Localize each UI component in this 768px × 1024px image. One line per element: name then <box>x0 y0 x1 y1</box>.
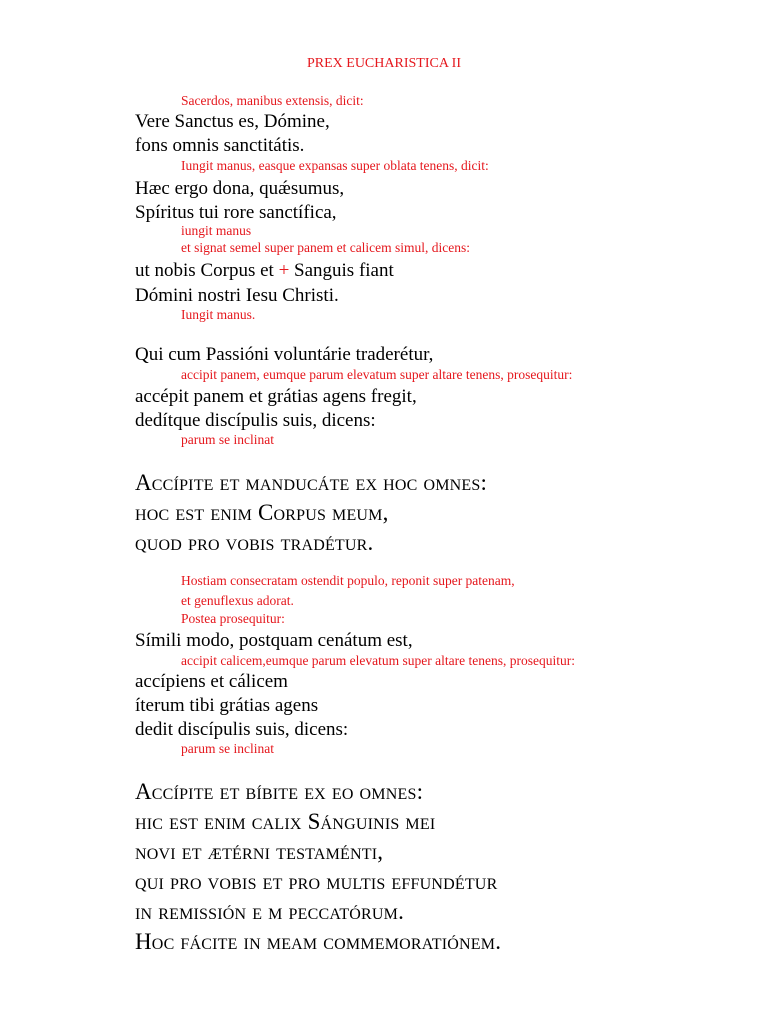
rubric: et genuflexus adorat. <box>181 593 294 608</box>
prayer-line: Dómini nostri Iesu Christi. <box>135 285 339 306</box>
prayer-line: Hæc ergo dona, quǽsumus, <box>135 178 345 199</box>
consecration-line: Accípite et manducáte ex hoc omnes: <box>135 470 488 495</box>
prayer-line <box>135 261 394 280</box>
rubric: Sacerdos, manibus extensis, dicit: <box>181 93 364 108</box>
rubric: Iungit manus. <box>181 307 256 322</box>
consecration-line: qui pro vobis et pro multis effundétur <box>135 869 498 894</box>
consecration-line: novi et ætérni testaménti, <box>135 839 384 864</box>
prayer-line: Qui cum Passióni voluntárie traderétur, <box>135 344 434 365</box>
rubric: accipit calicem,eumque parum elevatum super altare tenens, prosequitur: <box>181 653 575 668</box>
prayer-line: íterum tibi grátias agens <box>135 695 319 716</box>
consecration-line: hic est enim calix Sánguinis mei <box>135 809 436 834</box>
prayer-line: Vere Sanctus es, Dómine, <box>135 111 330 132</box>
consecration-line: quod pro vobis tradétur. <box>135 530 374 555</box>
prayer-line: Spíritus tui rore sanctífica, <box>135 202 337 223</box>
rubric: iungit manus <box>181 223 252 238</box>
rubric: et signat semel super panem et calicem simul, dicens: <box>181 240 471 255</box>
cross-sign: + <box>278 260 290 281</box>
prayer-line: fons omnis sanctitátis. <box>135 135 305 156</box>
prayer-line: Símili modo, postquam cenátum est, <box>135 630 413 651</box>
rubric: parum se inclinat <box>181 432 274 447</box>
rubric: parum se inclinat <box>181 741 274 756</box>
rubric: accipit panem, eumque parum elevatum super altare tenens, prosequitur: <box>181 367 573 382</box>
rubric: Iungit manus, easque expansas super oblata tenens, dicit: <box>181 158 489 173</box>
consecration-line: in remissión e m peccatórum. <box>135 899 405 924</box>
rubric: Hostiam consecratam ostendit populo, reponit super patenam, <box>181 573 515 588</box>
prayer-line: dedit discípulis suis, dicens: <box>135 719 349 740</box>
rubric: Postea prosequitur: <box>181 611 285 626</box>
consecration-line: hoc est enim Corpus meum, <box>135 500 389 525</box>
prayer-text: ut nobis Corpus et <box>135 260 274 281</box>
consecration-line: Hoc fácite in meam commemoratiónem. <box>135 929 502 954</box>
prayer-line: dedítque discípulis suis, dicens: <box>135 410 376 431</box>
prayer-line: accépit panem et grátias agens fregit, <box>135 386 417 407</box>
prayer-text: Sanguis fiant <box>294 260 394 281</box>
consecration-line: Accípite et bíbite ex eo omnes: <box>135 779 424 804</box>
document-title: PREX EUCHARISTICA II <box>306 56 461 71</box>
prayer-line: accípiens et cálicem <box>135 671 288 692</box>
